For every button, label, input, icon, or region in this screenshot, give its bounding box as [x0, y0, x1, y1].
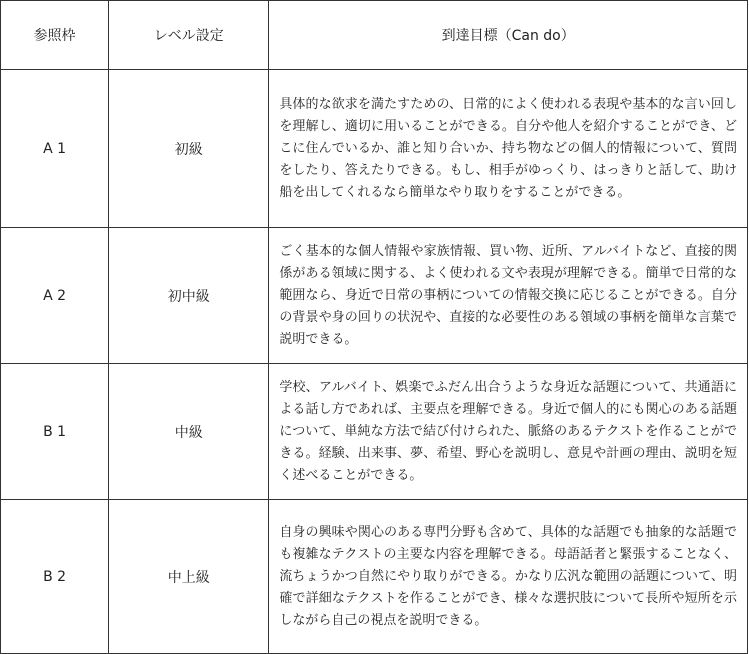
- header-level: レベル設定: [109, 1, 269, 70]
- header-can-do: 到達目標（Can do）: [269, 1, 748, 70]
- framework-cell: B 2: [1, 500, 109, 654]
- header-framework: 参照枠: [1, 1, 109, 70]
- table-row: [1, 364, 748, 500]
- framework-cell: A 2: [1, 228, 109, 364]
- table-row: [1, 70, 748, 228]
- level-cell: 中上級: [109, 500, 269, 654]
- can-do-cell: 自身の興味や関心のある専門分野も含めて、具体的な話題でも抽象的な話題でも複雑なテクストの主要な内容を理解できる。母語話者と緊張することなく、流ちょうかつ自然にやり取りができる。かなり広汎な範囲の話題について、明確で詳細なテクストを作ることができ、様々な選択肢について長所や短所を示しながら自己の視点を説明できる。: [269, 500, 748, 654]
- framework-cell: A 1: [1, 70, 109, 228]
- table-row: [1, 500, 748, 654]
- table-row: [1, 228, 748, 364]
- framework-cell: B 1: [1, 364, 109, 500]
- level-cell: 初中級: [109, 228, 269, 364]
- can-do-cell: 具体的な欲求を満たすための、日常的によく使われる表現や基本的な言い回しを理解し、適切に用いることができる。自分や他人を紹介することができ、どこに住んでいるか、誰と知り合いか、持ち物などの個人的情報について、質問をしたり、答えたりできる。もし、相手がゆっくり、はっきりと話して、助け船を出してくれるなら簡単なやり取りをすることができる。: [269, 70, 748, 228]
- level-cell: 中級: [109, 364, 269, 500]
- table-header-row: [1, 1, 748, 70]
- can-do-cell: 学校、アルバイト、娯楽でふだん出合うような身近な話題について、共通語による話し方であれば、主要点を理解できる。身近で個人的にも関心のある話題について、単純な方法で結び付けられた、脈絡のあるテクストを作ることができる。経験、出来事、夢、希望、野心を説明し、意見や計画の理由、説明を短く述べることができる。: [269, 364, 748, 500]
- can-do-cell: ごく基本的な個人情報や家族情報、買い物、近所、アルバイトなど、直接的関係がある領域に関する、よく使われる文や表現が理解できる。簡単で日常的な範囲なら、身近で日常の事柄についての情報交換に応じることができる。自分の背景や身の回りの状況や、直接的な必要性のある領域の事柄を簡単な言葉で説明できる。: [269, 228, 748, 364]
- level-cell: 初級: [109, 70, 269, 228]
